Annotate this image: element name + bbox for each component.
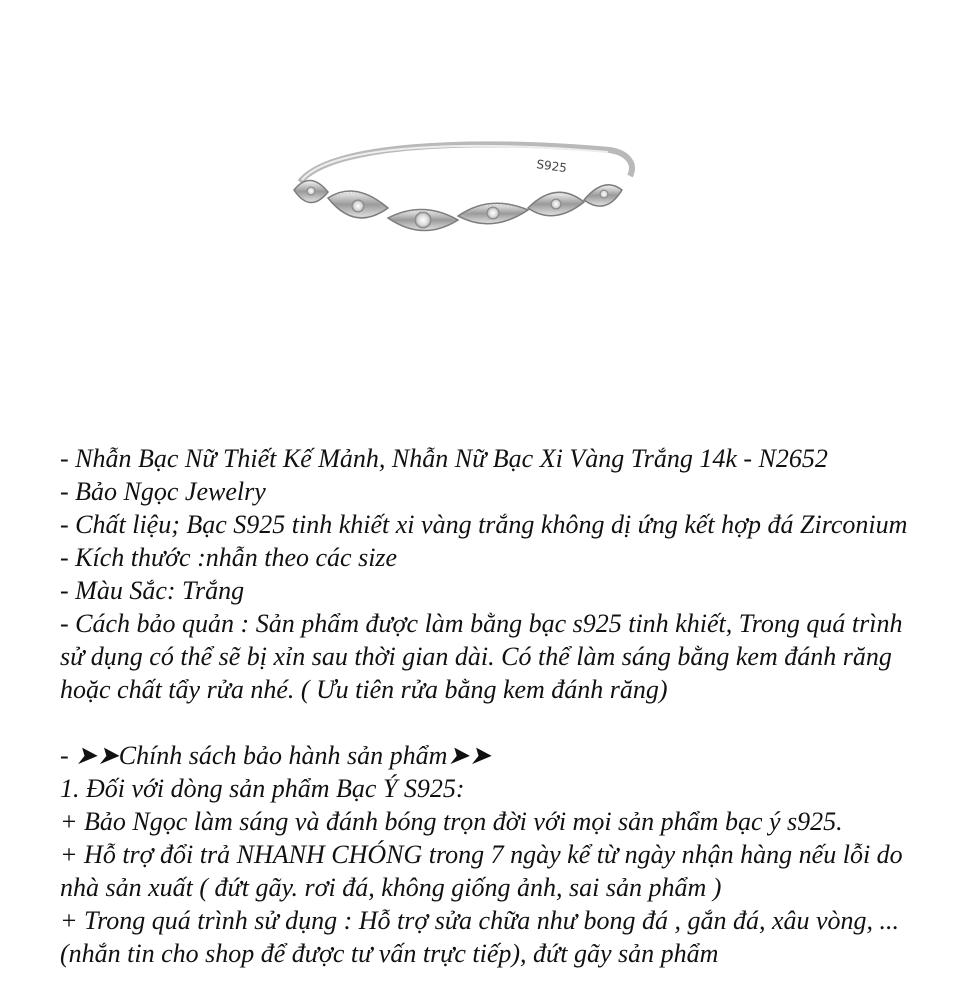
- description-line-brand: - Bảo Ngọc Jewelry: [60, 477, 266, 506]
- ring-product-image: [270, 120, 670, 280]
- description-line-size: - Kích thước :nhẫn theo các size: [60, 543, 398, 572]
- description-line-care: - Cách bảo quản : Sản phẩm được làm bằng bạc s925 tinh khiết, Trong quá trình sử dụng có thể sẽ bị xỉn sau thời gian dài. Có thể làm sáng bằng kem đánh răng hoặc chất tẩy rửa nhé. ( Ưu tiên rửa bằng kem đánh răng): [60, 609, 903, 704]
- ring-engraving: S925: [535, 157, 568, 176]
- warranty-item: + Bảo Ngọc làm sáng và đánh bóng trọn đời với mọi sản phẩm bạc ý s925.: [60, 807, 843, 836]
- warranty-section-title: 1. Đối với dòng sản phẩm Bạc Ý S925:: [60, 774, 465, 803]
- description-line-title: - Nhẫn Bạc Nữ Thiết Kế Mảnh, Nhẫn Nữ Bạc Xi Vàng Trắng 14k - N2652: [60, 444, 828, 473]
- ring-marquise-row: [294, 180, 622, 230]
- warranty-item: + Hỗ trợ đổi trả NHANH CHÓNG trong 7 ngày kể từ ngày nhận hàng nếu lỗi do nhà sản xuất ( đứt gãy. rơi đá, không giống ảnh, sai sản phẩm ): [60, 840, 903, 902]
- warranty-item: + Trong quá trình sử dụng : Hỗ trợ sửa chữa như bong đá , gắn đá, xâu vòng, ... (nhắn tin cho shop để được tư vấn trực tiếp), đứt gãy sản phẩm: [60, 906, 900, 968]
- paragraph-spacer: [60, 706, 920, 739]
- product-description: [60, 442, 920, 970]
- description-line-material: - Chất liệu; Bạc S925 tinh khiết xi vàng trắng không dị ứng kết hợp đá Zirconium: [60, 510, 908, 539]
- description-line-color: - Màu Sắc: Trắng: [60, 576, 245, 605]
- warranty-heading: - ➤➤Chính sách bảo hành sản phẩm➤➤: [60, 741, 491, 770]
